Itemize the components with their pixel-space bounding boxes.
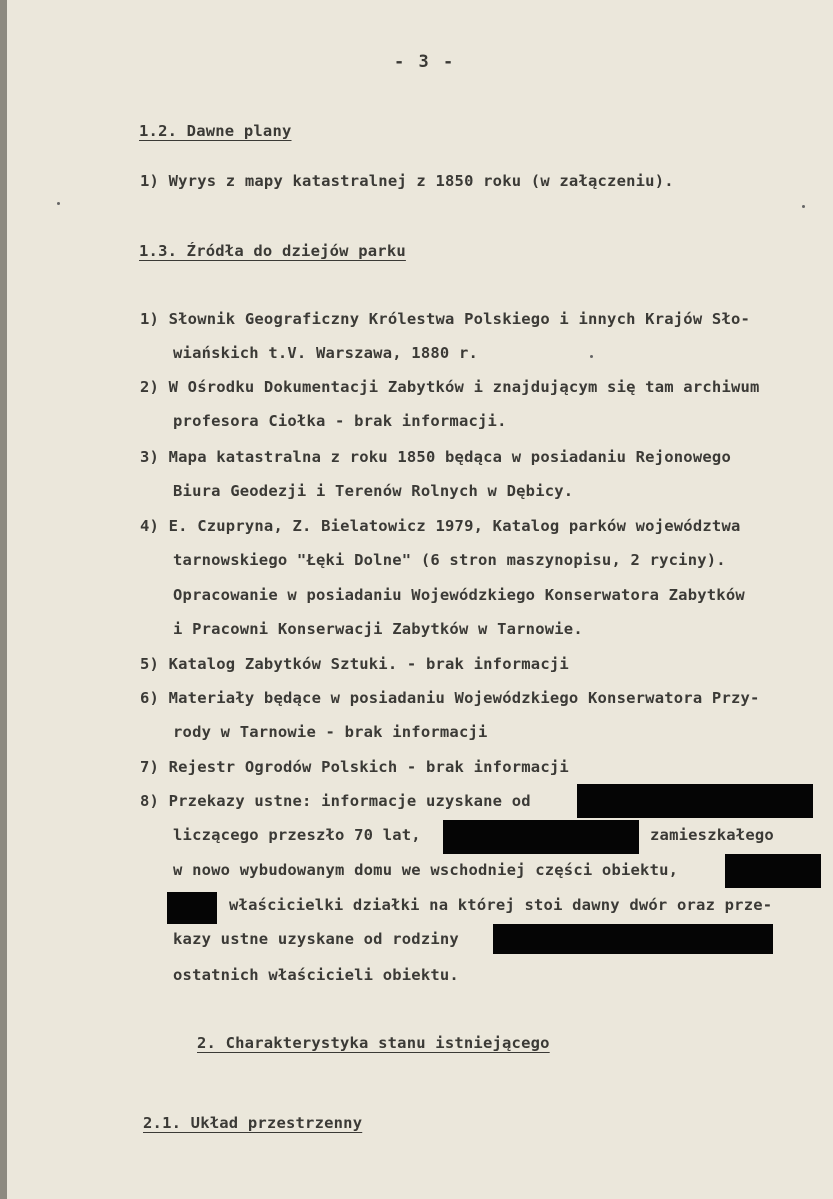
page-number: - 3 -	[394, 52, 456, 72]
source-line: i Pracowni Konserwacji Zabytków w Tarnowie.	[173, 620, 583, 638]
source-line: 6) Materiały będące w posiadaniu Wojewódzkiego Konserwatora Przy-	[140, 689, 760, 707]
heading-2-1: 2.1. Układ przestrzenny	[143, 1114, 363, 1132]
redaction-bar	[167, 892, 217, 924]
heading-2: 2. Charakterystyka stanu istniejącego	[197, 1034, 550, 1052]
heading-1-3: 1.3. Źródła do dziejów parku	[139, 242, 406, 260]
source-line: kazy ustne uzyskane od rodziny	[173, 930, 459, 948]
source-line: Biura Geodezji i Terenów Rolnych w Dębicy.	[173, 482, 574, 500]
source-line: wiańskich t.V. Warszawa, 1880 r.	[173, 344, 479, 362]
source-line: 7) Rejestr Ogrodów Polskich - brak informacji	[140, 758, 569, 776]
source-line: 1) Słownik Geograficzny Królestwa Polskiego i innych Krajów Sło-	[140, 310, 751, 328]
source-line: zamieszkałego	[650, 826, 774, 844]
source-line: 8) Przekazy ustne: informacje uzyskane od	[140, 792, 531, 810]
redaction-bar	[493, 924, 773, 954]
redaction-bar	[443, 820, 639, 854]
redaction-bar	[577, 784, 813, 818]
item-1-2-1: 1) Wyrys z mapy katastralnej z 1850 roku (w załączeniu).	[140, 172, 674, 190]
source-line: 5) Katalog Zabytków Sztuki. - brak informacji	[140, 655, 569, 673]
source-line: ostatnich właścicieli obiektu.	[173, 966, 459, 984]
paper-speck	[802, 205, 805, 208]
source-line: w nowo wybudowanym domu we wschodniej części obiektu,	[173, 861, 679, 879]
source-line: 2) W Ośrodku Dokumentacji Zabytków i znajdującym się tam archiwum	[140, 378, 760, 396]
source-line: liczącego przeszło 70 lat,	[173, 826, 421, 844]
source-line: tarnowskiego "Łęki Dolne" (6 stron maszynopisu, 2 ryciny).	[173, 551, 726, 569]
source-line: 3) Mapa katastralna z roku 1850 będąca w posiadaniu Rejonowego	[140, 448, 731, 466]
heading-1-2: 1.2. Dawne plany	[139, 122, 292, 140]
source-line: Opracowanie w posiadaniu Wojewódzkiego Konserwatora Zabytków	[173, 586, 745, 604]
source-line: rody w Tarnowie - brak informacji	[173, 723, 488, 741]
source-line: właścicielki działki na której stoi dawny dwór oraz prze-	[229, 896, 773, 914]
source-line: 4) E. Czupryna, Z. Bielatowicz 1979, Katalog parków województwa	[140, 517, 741, 535]
redaction-bar	[725, 854, 821, 888]
paper-speck	[590, 355, 593, 358]
paper-speck	[57, 202, 60, 205]
source-line: profesora Ciołka - brak informacji.	[173, 412, 507, 430]
